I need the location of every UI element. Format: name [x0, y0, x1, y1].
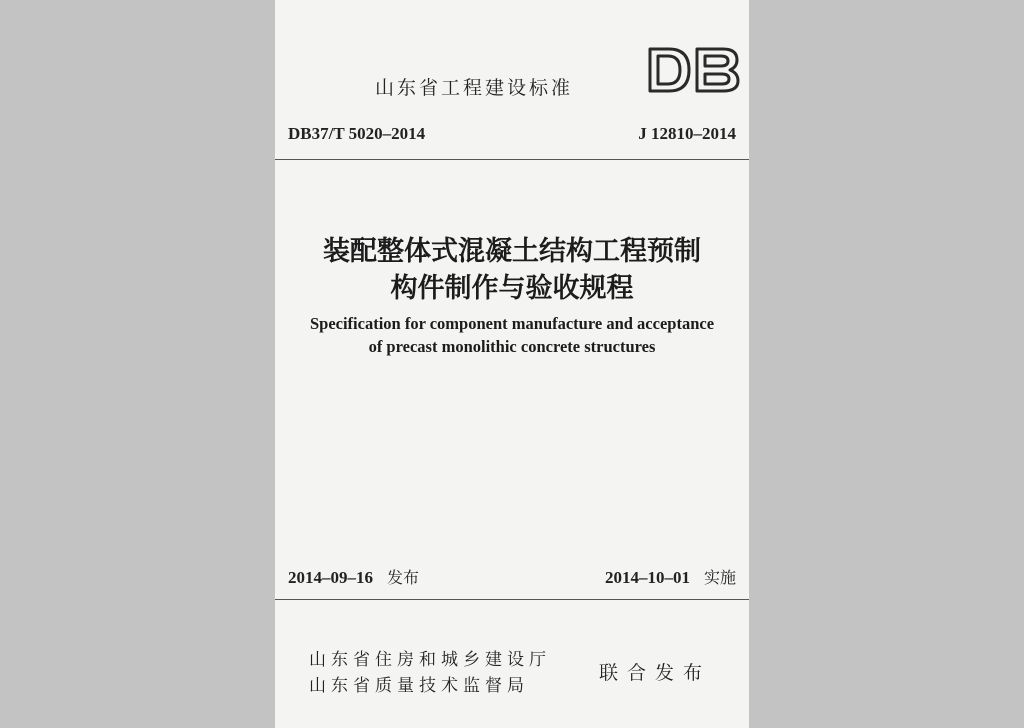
chinese-title-line-2: 构件制作与验收规程 — [390, 273, 634, 304]
english-title-line-2: of precast monolithic concrete structures — [368, 337, 656, 356]
top-divider — [275, 159, 749, 160]
effective-label: 实施 — [703, 568, 736, 587]
english-title-line-1: Specification for component manufacture and acceptance — [309, 314, 715, 333]
issue-date-row — [288, 565, 419, 588]
issuer-line-1: 山东省住房和城乡建设厅 — [309, 650, 551, 670]
effective-date-row — [605, 565, 736, 588]
chinese-title-line-1: 装配整体式混凝土结构工程预制 — [323, 236, 701, 267]
joint-issue-label: 联合发布 — [599, 662, 712, 684]
record-number: J 12810–2014 — [638, 124, 736, 143]
standard-number: DB37/T 5020–2014 — [288, 124, 426, 143]
issuer-line-2: 山东省质量技术监督局 — [309, 676, 529, 696]
standard-type-heading: 山东省工程建设标准 — [375, 77, 574, 99]
effective-date: 2014–10–01 — [604, 568, 690, 587]
bottom-divider — [275, 599, 749, 600]
db-logo — [647, 46, 741, 94]
issue-date: 2014–09–16 — [288, 568, 373, 587]
issue-label: 发布 — [387, 568, 420, 587]
document-cover — [275, 0, 749, 728]
